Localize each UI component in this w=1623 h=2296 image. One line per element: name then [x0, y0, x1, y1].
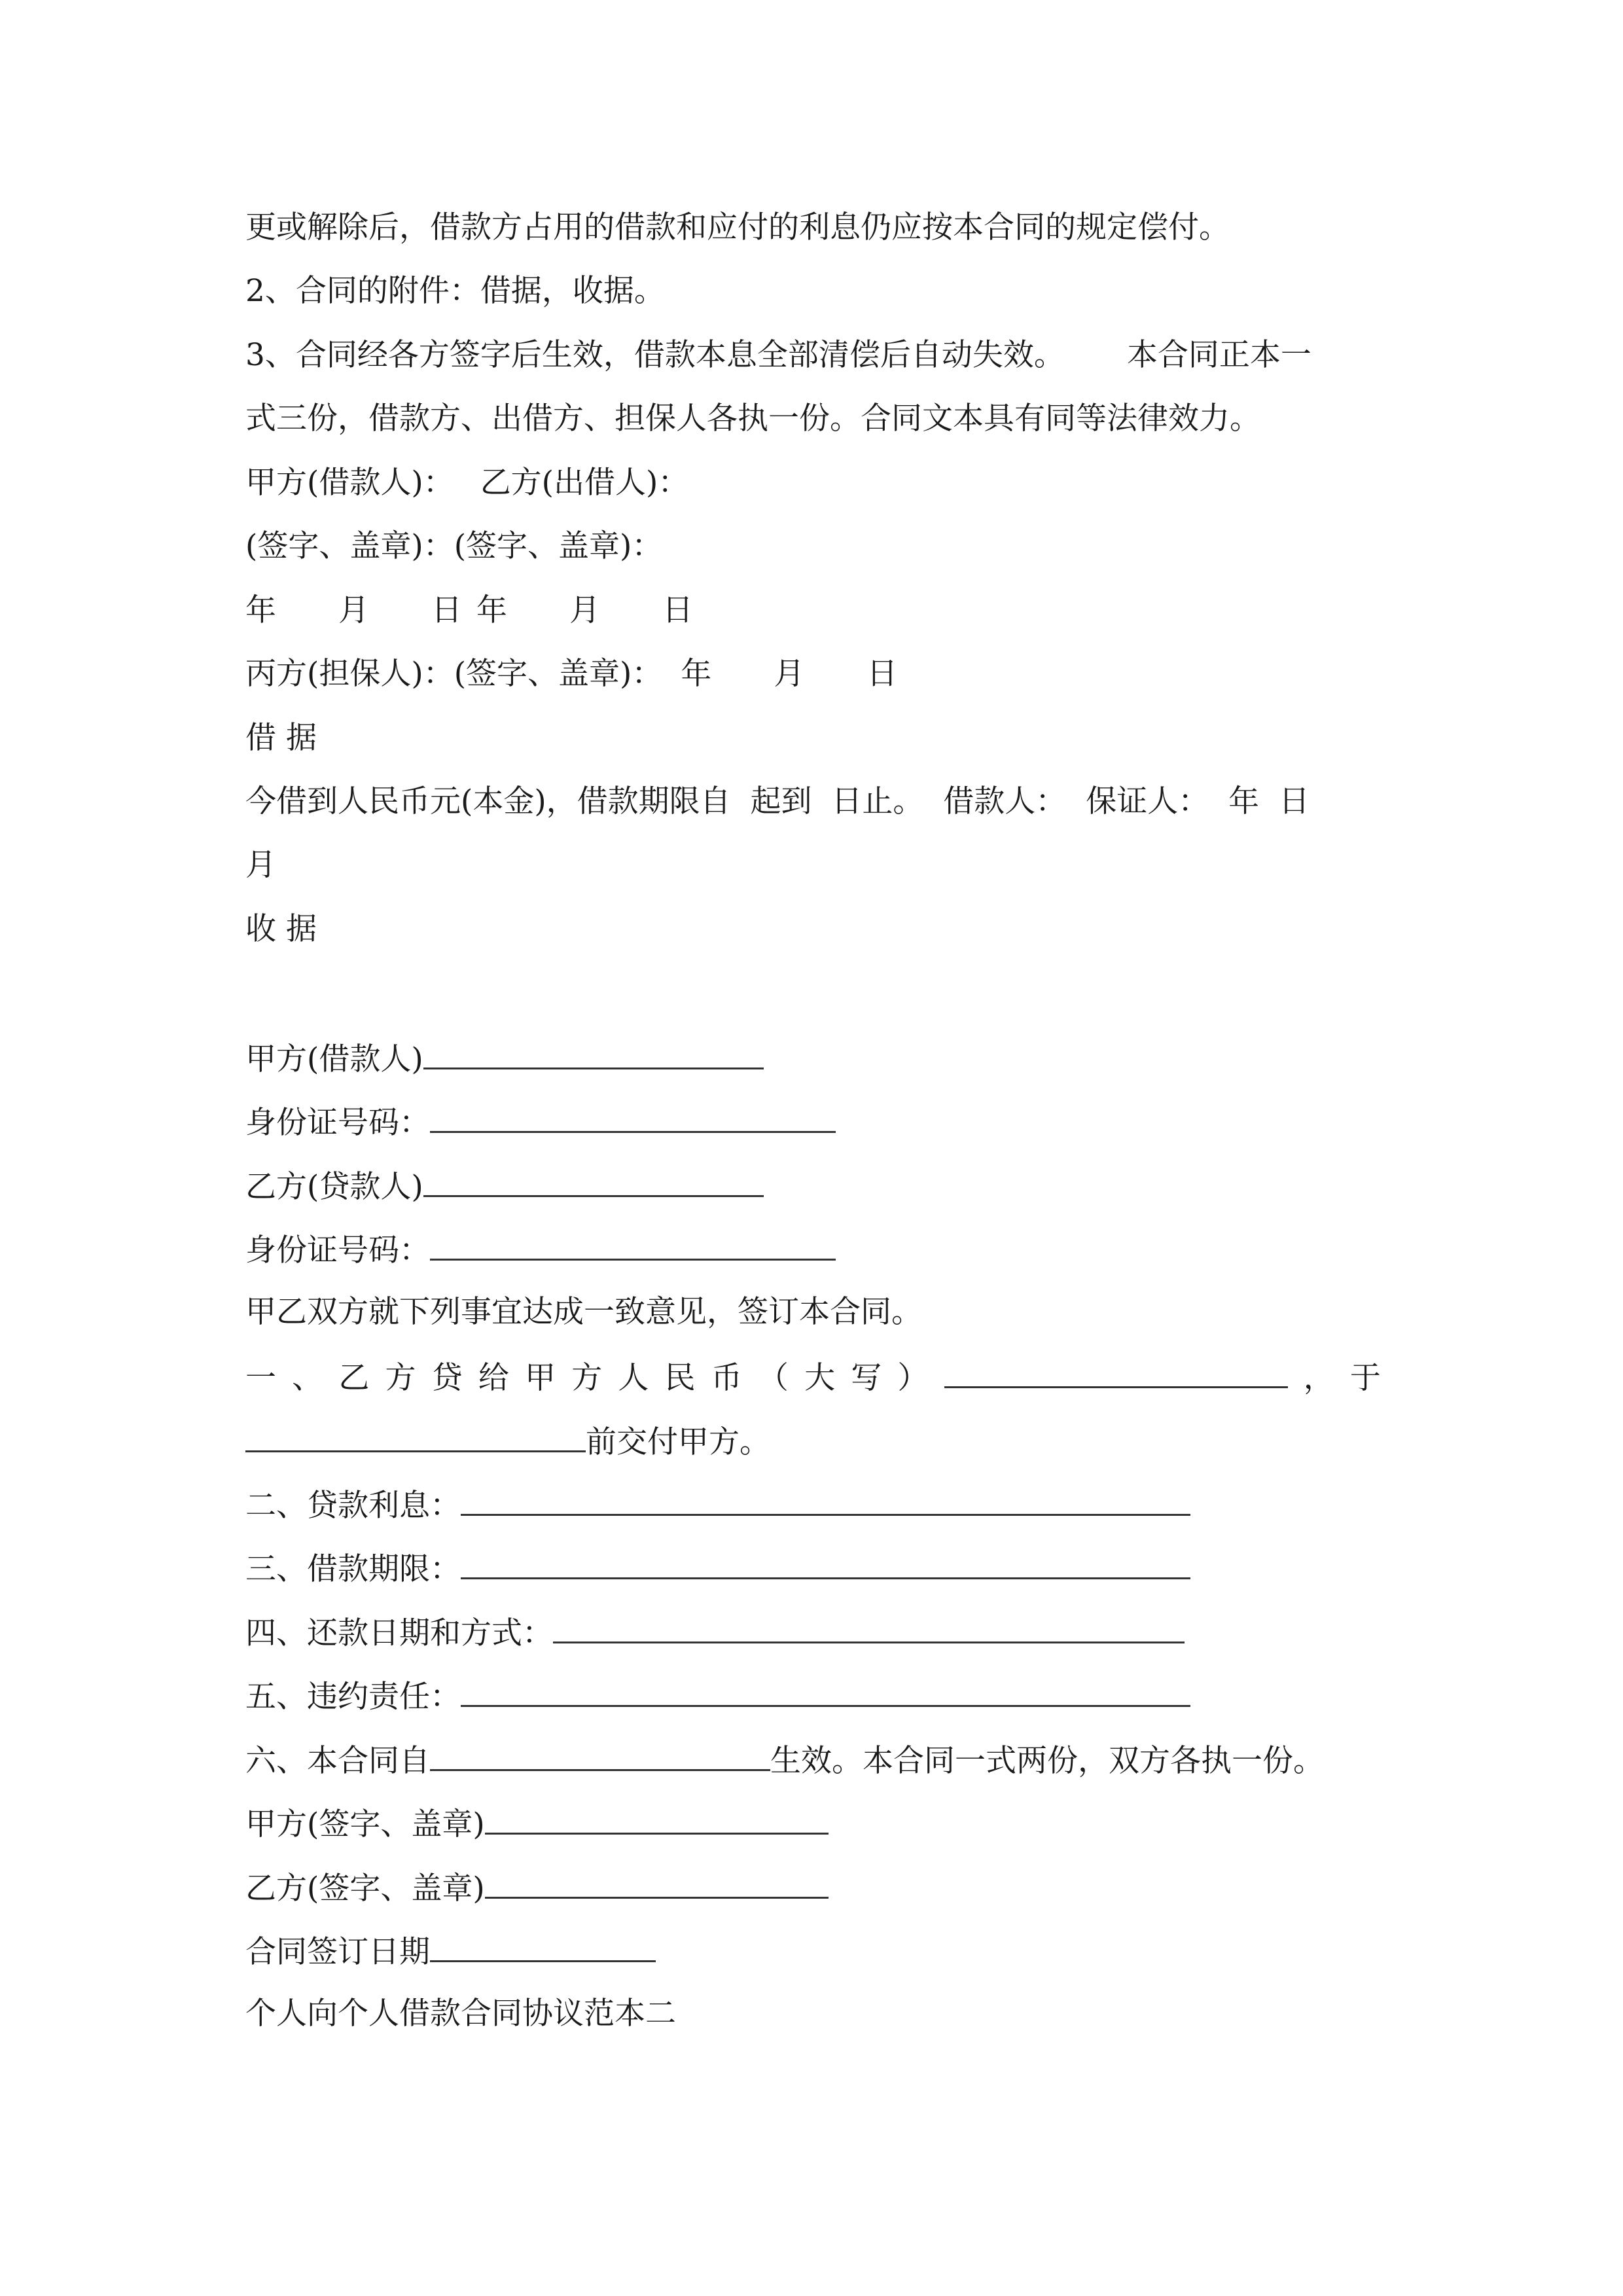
clause6-start: 六、本合同自: [245, 1743, 430, 1779]
form-id-a: [245, 1101, 836, 1140]
receipt-title: 收 据: [245, 911, 317, 947]
clause1-char: 大: [804, 1360, 836, 1396]
date-month-b: 月: [569, 592, 600, 628]
clause2-row: [245, 1484, 1190, 1523]
loan-term-label: 三、借款期限：: [245, 1551, 461, 1587]
id-number-label-a: 身份证号码：: [245, 1105, 430, 1141]
date-day-a: 日: [431, 592, 462, 628]
clause1-char: 甲: [525, 1360, 556, 1396]
clause5-row: [245, 1675, 1190, 1714]
clause4-row: [245, 1611, 1185, 1651]
loan-interest-blank[interactable]: [461, 1484, 1190, 1516]
loan-interest-label: 二、贷款利息：: [245, 1488, 461, 1524]
clause1-char: 写: [851, 1360, 882, 1396]
date-day-b: 日: [662, 592, 693, 628]
party-a-sign-label: 甲方(签字、盖章): [245, 1806, 485, 1842]
repayment-blank[interactable]: [553, 1611, 1185, 1643]
guarantor-row: [245, 655, 897, 694]
loan-term-blank[interactable]: [461, 1547, 1190, 1579]
clause1-comma: ，: [1303, 1360, 1334, 1396]
iou-text: 今借到人民币元(本金)，借款期限自 起到 日止。 借款人： 保证人： 年 日: [245, 783, 1310, 819]
id-number-label-b: 身份证号码：: [245, 1232, 430, 1268]
date-year-b: 年: [476, 592, 507, 628]
clause1-row: [245, 1356, 1381, 1395]
party-b-sign-blank[interactable]: [485, 1867, 829, 1899]
sign-date-label: 合同签订日期: [245, 1934, 430, 1970]
clause1-char: 方: [571, 1360, 603, 1396]
clause1-yu: 于: [1349, 1360, 1381, 1396]
id-number-blank-b[interactable]: [430, 1229, 836, 1261]
signature-date-row: [245, 591, 693, 630]
clause1-char: 给: [478, 1360, 509, 1396]
next-section-title: 个人向个人借款合同协议范本二: [245, 1996, 676, 2032]
effective-date-blank[interactable]: [430, 1739, 770, 1771]
clause6-end: 生效。本合同一式两份，双方各执一份。: [770, 1743, 1324, 1779]
liability-blank[interactable]: [461, 1675, 1190, 1707]
iou-title: 借 据: [245, 720, 317, 756]
liability-label: 五、违约责任：: [245, 1679, 461, 1715]
clause1-char: 币: [711, 1360, 742, 1396]
signature-seal-row: [245, 527, 662, 566]
clause-effect: [245, 336, 1311, 375]
date-year-a: 年: [245, 592, 276, 628]
party-a-sign-blank[interactable]: [485, 1803, 829, 1835]
guarantor-year: 年: [681, 656, 712, 692]
clause1-char: 民: [664, 1360, 696, 1396]
agreement-statement: 甲乙双方就下列事宜达成一致意见，签订本合同。: [245, 1294, 922, 1330]
clause6-row: [245, 1739, 1324, 1778]
clause-text-line: 更或解除后，借款方占用的借款和应付的利息仍应按本合同的规定偿付。: [245, 209, 1230, 245]
repayment-label: 四、还款日期和方式：: [245, 1615, 553, 1651]
party-a-sign-row: [245, 1803, 829, 1842]
sign-seal-b: (签字、盖章)：: [454, 528, 663, 564]
party-a-blank[interactable]: [423, 1037, 764, 1069]
clause1-char: 人: [618, 1360, 649, 1396]
clause1-cont: [245, 1420, 770, 1460]
signature-parties-row: [245, 463, 688, 503]
guarantor-day: 日: [866, 656, 898, 692]
iou-text-cont: 月: [245, 847, 276, 883]
sign-date-blank[interactable]: [430, 1930, 656, 1962]
guarantor-month: 月: [774, 656, 805, 692]
party-a-label: 甲方(借款人)：: [245, 465, 454, 501]
clause-attachments: 2、合同的附件：借据，收据。: [245, 273, 665, 309]
sign-seal-a: (签字、盖章)：: [245, 528, 454, 564]
party-b-lender-label: 乙方(贷款人): [245, 1169, 423, 1205]
party-a-borrower-label: 甲方(借款人): [245, 1041, 423, 1077]
clause1-char: 方: [385, 1360, 416, 1396]
guarantor-sign: (签字、盖章)：: [454, 656, 663, 692]
clause1-char: 一: [245, 1360, 276, 1396]
clause1-char: 、: [292, 1360, 323, 1396]
date-month-a: 月: [338, 592, 369, 628]
clause-copies: 式三份，借款方、出借方、担保人各执一份。合同文本具有同等法律效力。: [245, 401, 1260, 437]
form-party-a: [245, 1037, 764, 1077]
form-party-b: [245, 1165, 764, 1204]
delivery-date-blank[interactable]: [245, 1420, 586, 1452]
guarantor-label: 丙方(担保人)：: [245, 656, 454, 692]
clause3-row: [245, 1547, 1190, 1587]
id-number-blank-a[interactable]: [430, 1101, 836, 1133]
clause1-char: 贷: [431, 1360, 463, 1396]
party-b-label: 乙方(出借人)：: [480, 465, 689, 501]
sign-date-row: [245, 1930, 656, 1969]
clause1-char: （: [757, 1360, 789, 1396]
clause1-char: 乙: [338, 1360, 370, 1396]
clause-effect-text: 3、合同经各方签字后生效，借款本息全部清偿后自动失效。: [245, 337, 1065, 373]
clause1-char: ）: [897, 1360, 929, 1396]
party-b-blank[interactable]: [423, 1165, 764, 1197]
form-id-b: [245, 1229, 836, 1268]
party-b-sign-row: [245, 1867, 829, 1906]
clause1-end: 前交付甲方。: [586, 1424, 770, 1460]
amount-uppercase-blank[interactable]: [944, 1356, 1288, 1388]
party-b-sign-label: 乙方(签字、盖章): [245, 1871, 485, 1907]
clause-copies-start: 本合同正本一: [1126, 337, 1311, 373]
